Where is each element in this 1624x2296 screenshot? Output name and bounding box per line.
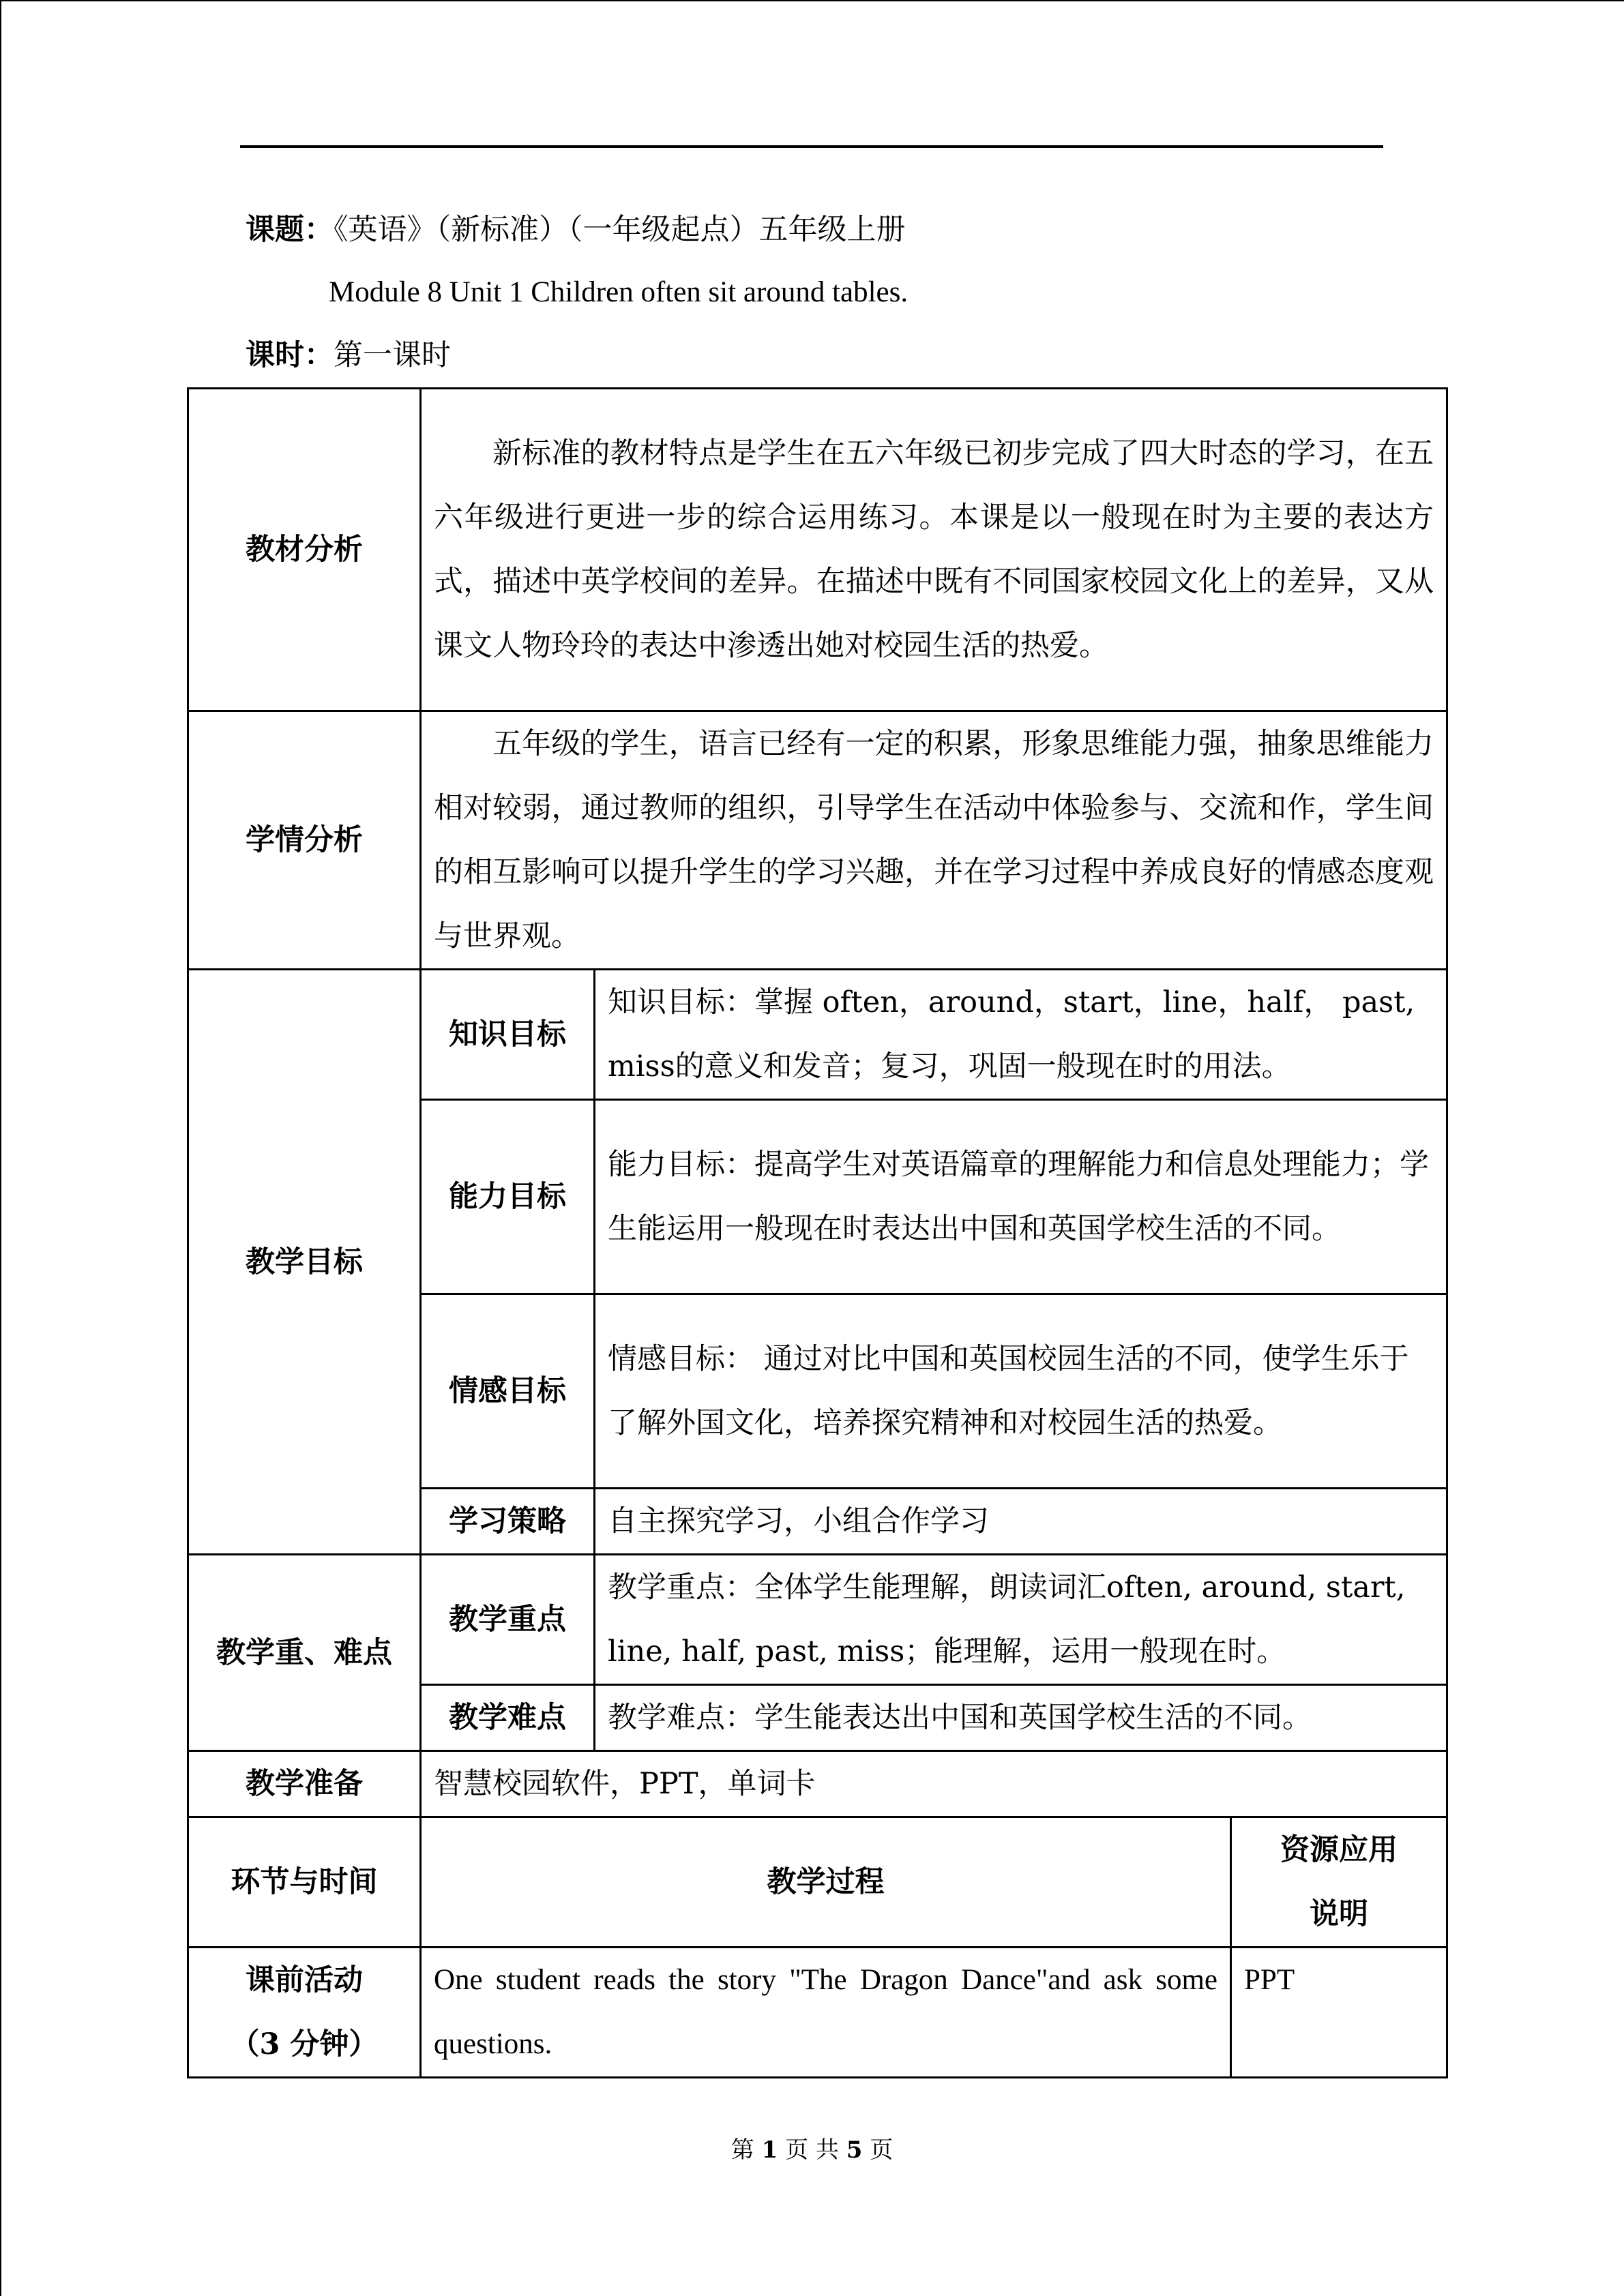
footer-middle: 页 共 (785, 2136, 839, 2164)
footer-total-pages: 5 (846, 2136, 863, 2164)
key-points-label: 教学重、难点 (188, 1555, 421, 1751)
topic-label: 课题： (246, 213, 334, 247)
resource-header: 资源应用说明 (1231, 1817, 1447, 1948)
preparation-label: 教学准备 (188, 1751, 421, 1817)
table-row-knowledge (188, 970, 1447, 1100)
student-analysis-label: 学情分析 (188, 711, 421, 970)
table-row-preparation (188, 1751, 1447, 1817)
preparation-text: 智慧校园软件，PPT，单词卡 (421, 1751, 1447, 1817)
pre-class-label: 课前活动 (246, 1963, 363, 1997)
knowledge-goal-label: 知识目标 (421, 970, 595, 1100)
pre-class-stage (188, 1948, 421, 2078)
lesson-plan-table (187, 387, 1448, 2078)
header-rule (240, 145, 1383, 148)
emotion-goal-text: 情感目标： 通过对比中国和英国校园生活的不同，使学生乐于了解外国文化，培养探究精神和对校园生活的热爱。 (595, 1294, 1447, 1489)
ability-goal-label: 能力目标 (421, 1100, 595, 1294)
period-line (246, 335, 451, 376)
knowledge-goal-text: 知识目标：掌握 often，around，start，line，half， past, miss的意义和发音；复习，巩固一般现在时的用法。 (595, 970, 1447, 1100)
table-row-focus (188, 1555, 1447, 1685)
emotion-goal-label: 情感目标 (421, 1294, 595, 1489)
topic-line (246, 209, 906, 250)
topic-value: 《英语》（新标准）（一年级起点）五年级上册 (334, 213, 906, 247)
focus-text: 教学重点：全体学生能理解，朗读词汇often, around, start, line, half, past, miss；能理解，运用一般现在时。 (595, 1555, 1447, 1685)
table-row-process-header (188, 1817, 1447, 1948)
pre-class-text: One student reads the story "The Dragon Dance"and ask some questions. (421, 1948, 1231, 2078)
difficulty-text: 教学难点：学生能表达出中国和英国学校生活的不同。 (595, 1685, 1447, 1751)
table-row-textbook (188, 389, 1447, 711)
textbook-analysis-text: 新标准的教材特点是学生在五六年级已初步完成了四大时态的学习，在五六年级进行更进一步的综合运用练习。本课是以一般现在时为主要的表达方式，描述中英学校间的差异。在描述中既有不同国家校园文化上的差异，又从课文人物玲玲的表达中渗透出她对校园生活的热爱。 (421, 389, 1447, 711)
table-row-pre-class (188, 1948, 1447, 2078)
pre-class-resource: PPT (1231, 1948, 1447, 2078)
pre-class-duration: （3 分钟） (230, 2027, 379, 2061)
page-footer (0, 2135, 1624, 2165)
period-label: 课时： (246, 338, 334, 372)
table-row-students (188, 711, 1447, 970)
footer-prefix: 第 (730, 2136, 754, 2164)
focus-label: 教学重点 (421, 1555, 595, 1685)
strategy-label: 学习策略 (421, 1489, 595, 1555)
stage-time-header: 环节与时间 (188, 1817, 421, 1948)
period-value: 第一课时 (334, 338, 451, 372)
footer-page-number: 1 (761, 2136, 778, 2164)
module-line: Module 8 Unit 1 Children often sit around tables. (329, 276, 909, 308)
student-analysis-text: 五年级的学生，语言已经有一定的积累，形象思维能力强，抽象思维能力相对较弱，通过教师的组织，引导学生在活动中体验参与、交流和作，学生间的相互影响可以提升学生的学习兴趣，并在学习过程中养成良好的情感态度观与世界观。 (421, 711, 1447, 970)
strategy-text: 自主探究学习，小组合作学习 (595, 1489, 1447, 1555)
objectives-label: 教学目标 (188, 970, 421, 1555)
process-header: 教学过程 (421, 1817, 1231, 1948)
ability-goal-text: 能力目标：提高学生对英语篇章的理解能力和信息处理能力；学生能运用一般现在时表达出中国和英国学校生活的不同。 (595, 1100, 1447, 1294)
textbook-analysis-label: 教材分析 (188, 389, 421, 711)
difficulty-label: 教学难点 (421, 1685, 595, 1751)
footer-suffix: 页 (870, 2136, 894, 2164)
